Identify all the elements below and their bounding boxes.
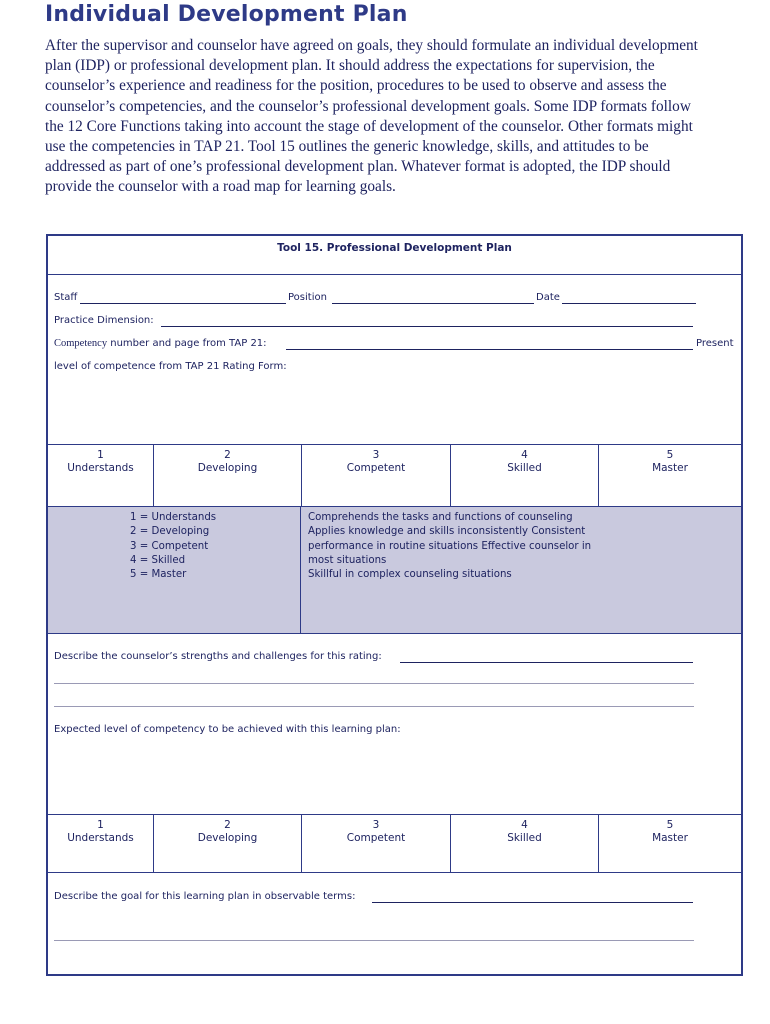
rating-label: Developing xyxy=(197,462,258,474)
target-rating-cell-4[interactable] xyxy=(450,815,598,873)
rating-key-description: Applies knowledge and skills inconsistently Consistent xyxy=(308,526,586,538)
rating-number: 4 xyxy=(521,819,528,831)
rating-cell-5[interactable] xyxy=(598,445,741,507)
staff-field[interactable] xyxy=(80,303,286,304)
rating-label: Understands xyxy=(67,832,134,844)
rating-cell-3[interactable] xyxy=(301,445,450,507)
form-title: Tool 15. Professional Development Plan xyxy=(277,242,512,254)
current-rating-row xyxy=(48,444,741,507)
competency-label-rest: number and page from TAP 21: xyxy=(107,338,267,349)
rating-key xyxy=(48,506,741,634)
rating-key-item: 5 = Master xyxy=(130,569,187,581)
rating-key-item: 1 = Understands xyxy=(130,512,217,523)
rating-label: Master xyxy=(652,462,688,474)
rating-key-description: most situations xyxy=(308,554,387,566)
rating-label: Understands xyxy=(67,462,134,474)
rating-key-left xyxy=(48,507,301,633)
rating-number: 5 xyxy=(666,819,674,831)
rating-cell-4[interactable] xyxy=(450,445,598,507)
rating-number: 1 xyxy=(97,819,104,831)
goal-field[interactable] xyxy=(372,902,693,903)
date-label: Date xyxy=(536,292,560,303)
rating-label: Master xyxy=(652,832,688,844)
staff-info-section xyxy=(48,274,741,444)
practice-dimension-label: Practice Dimension: xyxy=(54,315,154,326)
date-field[interactable] xyxy=(562,303,696,304)
competency-field[interactable] xyxy=(286,349,693,350)
rating-label: Developing xyxy=(197,832,258,844)
present-label: Present xyxy=(696,338,734,349)
target-rating-cell-1[interactable] xyxy=(48,815,153,873)
rating-number: 5 xyxy=(666,449,674,461)
rating-number: 3 xyxy=(372,449,380,461)
staff-label: Staff xyxy=(54,292,78,303)
rating-key-description: Comprehends the tasks and functions of counseling xyxy=(308,512,573,523)
level-of-competence-label: level of competence from TAP 21 Rating Form: xyxy=(54,361,287,372)
rating-key-description: performance in routine situations Effective counselor in xyxy=(308,540,592,552)
rating-key-description: Skillful in complex counseling situations xyxy=(308,569,512,581)
rating-number: 3 xyxy=(372,819,380,831)
strengths-section xyxy=(48,634,741,814)
strengths-label: Describe the counselor’s strengths and challenges for this rating: xyxy=(54,651,382,662)
rating-cell-1[interactable] xyxy=(48,445,153,507)
development-plan-form xyxy=(46,234,743,976)
competency-label xyxy=(54,338,267,349)
expected-level-label: Expected level of competency to be achieved with this learning plan: xyxy=(54,724,401,735)
rating-label: Competent xyxy=(346,832,406,844)
rating-key-list xyxy=(130,511,216,582)
target-rating-cell-5[interactable] xyxy=(598,815,741,873)
rating-label: Skilled xyxy=(507,462,542,474)
rating-key-item: 3 = Competent xyxy=(130,540,209,552)
rating-number: 4 xyxy=(521,449,528,461)
rating-key-item: 2 = Developing xyxy=(130,526,210,538)
strengths-line-2[interactable] xyxy=(54,683,694,684)
goal-label: Describe the goal for this learning plan in observable terms: xyxy=(54,891,356,902)
rating-number: 2 xyxy=(224,449,231,461)
intro-paragraph: After the supervisor and counselor have agreed on goals, they should formulate an individual development plan (IDP) or professional development plan. It should address the expectations for supervision, the counselor’s experience and readiness for the position, procedures to be used to observe and assess the counselor’s competencies, and the counselor’s professional development goals. Some IDP formats follow the 12 Core Functions taking into account the stage of development of the counselor. Other formats might use the competencies in TAP 21. Tool 15 outlines the generic knowledge, skills, and attitudes to be addressed as part of one’s professional development plan. Whatever format is adopted, the IDP should provide the counselor with a road map for learning goals. xyxy=(45,37,698,196)
goal-section xyxy=(48,872,741,976)
strengths-field[interactable] xyxy=(400,662,693,663)
rating-cell-2[interactable] xyxy=(153,445,301,507)
position-field[interactable] xyxy=(332,303,534,304)
rating-key-descriptions xyxy=(308,511,628,582)
goal-line-2[interactable] xyxy=(54,940,694,941)
rating-label: Competent xyxy=(346,462,406,474)
target-rating-cell-2[interactable] xyxy=(153,815,301,873)
strengths-line-3[interactable] xyxy=(54,706,694,707)
target-rating-row xyxy=(48,814,741,873)
position-label: Position xyxy=(288,292,327,303)
rating-number: 2 xyxy=(224,819,231,831)
rating-label: Skilled xyxy=(507,832,542,844)
rating-key-item: 4 = Skilled xyxy=(130,554,186,566)
page-title: Individual Development Plan xyxy=(45,2,408,27)
competency-label-word: Competency xyxy=(54,338,108,349)
target-rating-cell-3[interactable] xyxy=(301,815,450,873)
practice-dimension-field[interactable] xyxy=(161,326,693,327)
rating-number: 1 xyxy=(97,449,104,461)
